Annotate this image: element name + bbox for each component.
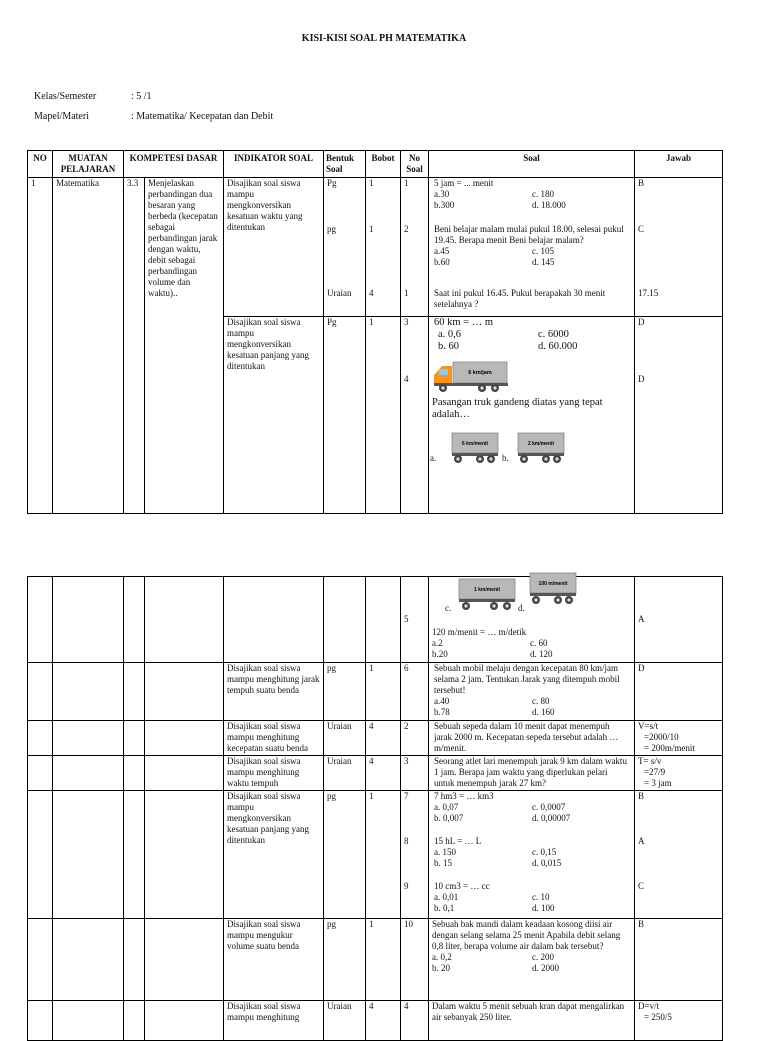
trailer-a-label: 6 km/menit: [461, 441, 489, 447]
option-d: d. 0,015: [532, 858, 562, 868]
bobot: 4: [366, 721, 401, 756]
jawab-q5: D: [638, 374, 645, 384]
nosoal: 2: [401, 721, 429, 756]
soal-q2-options: [434, 246, 629, 268]
trailer-c-icon: [457, 577, 517, 613]
soal-q1-options: [434, 189, 629, 211]
jawab-line: = 3 jam: [644, 778, 672, 788]
table-header-row: [28, 151, 723, 178]
nosoal-8: 8: [404, 836, 409, 846]
option-d: d. 18.000: [532, 200, 566, 210]
soal-q1: [429, 178, 634, 224]
truck-main: [432, 359, 631, 393]
bentuk: pg: [324, 663, 366, 721]
option-c: c. 0,0007: [532, 802, 566, 812]
soal-q5-options: [432, 431, 631, 467]
soal-q6-trailers: [432, 577, 631, 621]
option-b: b.20: [432, 649, 448, 659]
bobot: 1: [366, 791, 401, 919]
jawab-line: V=s/t: [638, 721, 659, 731]
soal-cell: [429, 178, 635, 514]
bobot-q4: 1: [366, 316, 400, 513]
table-row: [28, 919, 723, 1001]
jawab-cell: [635, 178, 723, 514]
bentuk: pg: [324, 791, 366, 919]
trailer-d-icon: [528, 571, 578, 611]
bobot: 1: [366, 663, 401, 721]
jawab-q6: A: [635, 577, 723, 663]
option-d: d. 2000: [532, 963, 559, 973]
soal-q12: [434, 881, 629, 914]
indikator-1: Disajikan soal siswa mampu mengkonversikan kesatuan waktu yang ditentukan: [227, 178, 303, 232]
jawab-line: = 200m/menit: [644, 743, 695, 753]
soal-q7: [429, 663, 635, 721]
soal-q11: [434, 836, 629, 881]
nosoal: 4: [401, 1001, 429, 1041]
soal-q7-options: [434, 696, 629, 718]
option-b: b. 15: [434, 858, 452, 868]
option-a: a.45: [434, 246, 450, 256]
bentuk-q4: Pg: [324, 316, 365, 513]
soal-q12-text: 10 cm3 = … cc: [434, 881, 490, 891]
bobot-q1: 1: [369, 178, 374, 188]
jawab: [635, 1001, 723, 1041]
truck-icon: [432, 359, 512, 393]
option-c: c. 10: [532, 892, 550, 902]
nosoal-9: 9: [404, 881, 409, 891]
jawab-q1: B: [638, 178, 645, 188]
jawab: D: [635, 663, 723, 721]
indikator: Disajikan soal siswa mampu menghitung kecepatan suatu benda: [224, 721, 324, 756]
nosoal-q2: 2: [404, 224, 409, 234]
jawab-line: D=v/t: [638, 1001, 660, 1011]
bentuk: pg: [324, 919, 366, 1001]
option-c: c. 0,15: [532, 847, 557, 857]
option-d: d. 0,00007: [532, 813, 571, 823]
indikator: Disajikan soal siswa mampu mengkonversikan kesatuan panjang yang ditentukan: [224, 791, 324, 919]
indikator: Disajikan soal siswa mampu menghitung jarak tempuh suatu benda: [224, 663, 324, 721]
header-bobot: Bobot: [366, 151, 401, 178]
mapel-row: [34, 111, 274, 122]
jawab-line: T= s/v: [638, 756, 662, 766]
soal: Seorang atlet lari menempuh jarak 9 km dalam waktu 1 jam. Berapa jam waktu yang diperlukan pelari untuk menempuh jarak 27 km?: [429, 756, 635, 791]
option-b: b.78: [434, 707, 450, 717]
jawab: [635, 721, 723, 756]
jawab-q4: D: [638, 317, 645, 327]
option-a: a.40: [434, 696, 450, 706]
header-muatan: MUATAN PELAJARAN: [53, 151, 124, 178]
soal-q11-text: 15 hL = … L: [434, 836, 482, 846]
option-d: d.: [518, 603, 525, 613]
jawab: B: [635, 919, 723, 1001]
indikator: Disajikan soal siswa mampu mengukur volume suatu benda: [224, 919, 324, 1001]
nosoal-q4-5: [401, 316, 428, 513]
trailer-a-icon: [450, 431, 500, 465]
indikator: Disajikan soal siswa mampu menghitung waktu tempuh: [224, 756, 324, 791]
trailer-d-label: 100 m/menit: [538, 581, 568, 587]
bentuk: Uraian: [324, 1001, 366, 1041]
trailer-c-label: 1 km/menit: [473, 587, 501, 593]
table-row: [28, 756, 723, 791]
trailer-b-icon: [516, 431, 566, 465]
bentuk-cell: [324, 178, 366, 514]
bobot-q3: 4: [369, 288, 374, 298]
jawab-q4-5: [635, 316, 722, 513]
soal-q6-options: [432, 638, 631, 660]
nosoal-q3: 1: [404, 288, 409, 298]
soal-q6-text: 120 m/menit = … m/detik: [432, 627, 527, 637]
truck-speed-label: 6 km/jam: [468, 370, 492, 376]
option-c: c. 80: [532, 696, 550, 706]
soal-q4-options: [432, 329, 631, 353]
kelas-row: [34, 91, 152, 102]
soal-q10-options: [434, 802, 629, 824]
option-a: a.30: [434, 189, 450, 199]
header-no-soal: No Soal: [401, 151, 429, 178]
option-d: d. 145: [532, 257, 555, 267]
kisi-table-1: [27, 150, 723, 514]
bobot: 4: [366, 1001, 401, 1041]
soal-q4-5: [429, 316, 634, 513]
jawab: [635, 791, 723, 919]
header-jawab: Jawab: [635, 151, 723, 178]
option-b: b. 20: [432, 963, 450, 973]
soal-q10: [434, 791, 629, 836]
option-c: c. 6000: [538, 329, 569, 340]
kelas-value: : 5 /1: [131, 91, 152, 102]
soal-q3: Saat ini pukul 16.45. Pukul berapakah 30 menit setelahnya ?: [434, 288, 606, 309]
bentuk: Uraian: [324, 721, 366, 756]
mapel-label: Mapel/Materi: [34, 111, 89, 122]
nosoal-q1: 1: [404, 178, 409, 188]
table-row: [28, 721, 723, 756]
mapel-value: : Matematika/ Kecepatan dan Debit: [131, 111, 274, 122]
bentuk-q1: Pg: [327, 178, 337, 188]
row-no: 1: [28, 178, 53, 514]
option-c: c. 60: [530, 638, 548, 648]
soal-q12-options: [434, 892, 629, 914]
option-a: a. 0,07: [434, 802, 459, 812]
bobot: 4: [366, 756, 401, 791]
option-a: a.: [430, 453, 437, 463]
page-title: KISI-KISI SOAL PH MATEMATIKA: [301, 33, 467, 44]
soal-q10-text: 7 hm3 = … km3: [434, 791, 494, 801]
jawab-8: A: [638, 836, 645, 846]
nosoal-5: 5: [401, 577, 429, 663]
kd-number: 3.3: [124, 178, 145, 514]
option-a: a. 150: [434, 847, 456, 857]
option-a: a. 0,2: [432, 952, 452, 962]
jawab-line: = 250/5: [644, 1012, 672, 1022]
option-a: a.2: [432, 638, 443, 648]
jawab-q2: C: [638, 224, 645, 234]
jawab-7: B: [638, 791, 645, 801]
bentuk-q2: pg: [327, 224, 337, 234]
option-c: c. 180: [532, 189, 555, 199]
soal-q6: [429, 577, 635, 663]
nosoal-q5: 4: [404, 374, 409, 384]
bobot: 1: [366, 919, 401, 1001]
table-row: [28, 178, 723, 514]
soal: Dalam waktu 5 menit sebuah kran dapat mengalirkan air sebanyak 250 liter.: [429, 1001, 635, 1041]
option-b: b. 0,007: [434, 813, 464, 823]
kelas-label: Kelas/Semester: [34, 91, 97, 102]
nosoal: 3: [401, 756, 429, 791]
option-b: b. 0,1: [434, 903, 455, 913]
soal-q1-text: 5 jam = ... menit: [434, 178, 494, 188]
kisi-table-2: [27, 576, 723, 1041]
nosoal-cell: [401, 178, 429, 514]
option-c: c. 200: [532, 952, 554, 962]
bobot-q2: 1: [369, 224, 374, 234]
header-soal: Soal: [429, 151, 635, 178]
option-d: d. 100: [532, 903, 555, 913]
header-kompetensi: KOMPETESI DASAR: [124, 151, 224, 178]
trailer-b-label: 2 km/menit: [527, 441, 555, 447]
soal-q4-text: 60 km = … m: [434, 317, 494, 328]
soal-q2: [429, 224, 634, 288]
indikator-cell: [224, 178, 324, 514]
soal-q10-12: [429, 791, 635, 919]
kd-text: Menjelaskan perbandingan dua besaran yang berbeda (kecepatan sebagai perbandingan jarak dengan waktu, debit sebagai perbandingan volume dan waktu)..: [145, 178, 224, 514]
nosoal: 6: [401, 663, 429, 721]
bobot-cell: [366, 178, 401, 514]
option-d: d. 60.000: [538, 341, 578, 352]
indikator: Disajikan soal siswa mampu menghitung: [224, 1001, 324, 1041]
soal-q13: [429, 919, 635, 1001]
soal-q11-options: [434, 847, 629, 869]
table-row: [28, 1001, 723, 1041]
option-d: d. 160: [532, 707, 555, 717]
option-b: b.: [502, 453, 509, 463]
option-c: c.: [445, 603, 452, 613]
bentuk: Uraian: [324, 756, 366, 791]
table-row: [28, 663, 723, 721]
nosoal: 10: [401, 919, 429, 1001]
option-a: a. 0,01: [434, 892, 459, 902]
soal-q7-text: Sebuah mobil melaju dengan kecepatan 80 km/jam selama 2 jam. Tentukan Jarak yang ditempuh mobil tersebut!: [434, 663, 620, 695]
option-c: c. 105: [532, 246, 555, 256]
table-row: [28, 577, 723, 663]
soal-q13-options: [432, 952, 631, 974]
jawab-9: C: [638, 881, 645, 891]
jawab-line: =2000/10: [644, 732, 679, 742]
header-indikator: INDIKATOR SOAL: [224, 151, 324, 178]
soal-q5-text: Pasangan truk gandeng diatas yang tepat adalah…: [432, 397, 603, 420]
jawab: [635, 756, 723, 791]
header-bentuk: Bentuk Soal: [324, 151, 366, 178]
bentuk-q3: Uraian: [327, 288, 352, 298]
option-b: b. 60: [438, 341, 460, 352]
soal-q13-text: Sebuah bak mandi dalam keadaan kosong diisi air dengan selang selama 25 menit Apabila debit selang 0,8 liter, berapa volume air dalam bak tersebut?: [432, 919, 621, 951]
header-no: NO: [28, 151, 53, 178]
table-row: [28, 791, 723, 919]
nosoal-q4: 3: [404, 317, 409, 327]
soal: Sebuah sepeda dalam 10 menit dapat menempuh jarak 2000 m. Kecepatan sepeda tersebut adalah … m/menit.: [429, 721, 635, 756]
row-muatan: Matematika: [53, 178, 124, 514]
option-a: a. 0,6: [438, 329, 462, 340]
soal-q2-text: Beni belajar malam mulai pukul 18.00, selesai pukul 19.45. Berapa menit Beni belajar malam?: [434, 224, 624, 245]
jawab-q3: 17.15: [638, 288, 659, 298]
nosoal-7: 7: [404, 791, 409, 801]
nosoal: [401, 791, 429, 919]
option-b: b.300: [434, 200, 455, 210]
indikator-2: Disajikan soal siswa mampu mengkonversikan kesatuan panjang yang ditentukan: [224, 316, 323, 513]
option-d: d. 120: [530, 649, 553, 659]
jawab-line: =27/9: [644, 767, 666, 777]
option-b: b.60: [434, 257, 450, 267]
